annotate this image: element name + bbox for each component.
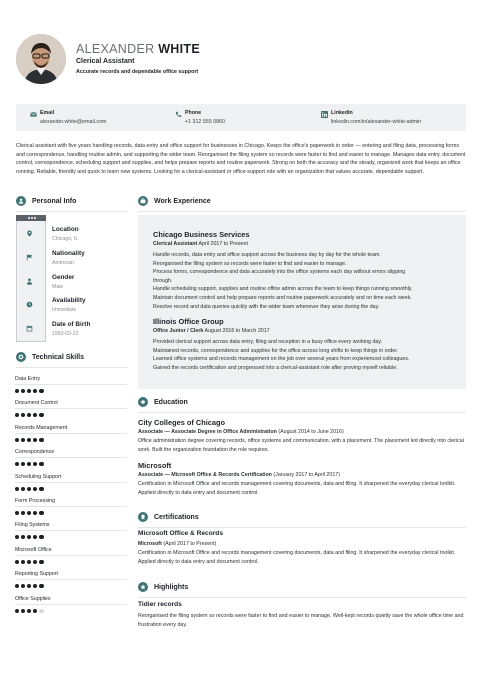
company-name: Illinois Office Group [153,317,224,326]
highlight-entry [138,601,466,629]
rating-dot-filled [27,560,31,564]
highlights-header [138,582,188,592]
rating-dot-empty [39,609,43,613]
rating-dot-filled [15,511,19,515]
skill-name: Filing Systems [15,522,50,528]
profile-summary: Clerical assistant with five years handling records, data entry and office support for businesses in Chicago. Keeps the office's paperwork in order — entering and filing data, processing forms and correspondence, handling routine admin, and supporting the wider team. Reorganised the filing system so records were faster to find and easier to manage. Manages data entry, document control, correspondence, scheduling support and supplies, and helps prepare reports and routine paperwork. Strong on both the accuracy and the steady, organized work that keeps an office running. Reliable, friendly and quick to learn new systems. Looking for a clerical-assistant or office-support role with an organization that values accurate, dependable support. [16,143,466,175]
highlights-title: Highlights [154,583,189,591]
rating-dot-filled [33,609,37,613]
rating-dot-filled [21,535,25,539]
rating-dot-filled [33,487,37,491]
personal-info-location [52,226,79,242]
skill-name: Form Processing [15,498,56,504]
rating-dot-filled [27,511,31,515]
rating-dot-filled [21,584,25,588]
rating-dot-filled [15,413,19,417]
skill-rating [15,487,45,491]
certification-issuer: Microsoft [138,541,162,547]
dob-value: 1993-03-22 [52,331,79,337]
linkedin-label: Linkedin [331,110,353,116]
divider [138,211,466,212]
skill-item [15,425,127,449]
rating-dot-filled [15,462,19,466]
rating-dot-filled [39,487,43,491]
skill-rating [15,584,45,588]
certification-entry [138,530,466,566]
job-title: Clerical Assistant [76,58,135,65]
highlight-title: Tidier records [138,601,182,608]
certification-dates: (April 2017 to Present) [163,541,217,547]
last-name: WHITE [158,42,200,56]
phone-icon [175,111,182,118]
rating-dot-filled [27,535,31,539]
rating-dot-filled [15,609,19,613]
degree: Associate — Associate Degree in Office Administration [138,429,277,435]
certifications-title: Certifications [154,513,199,521]
job-entry [153,230,458,311]
job-bullet: Resolve record and data queries quickly with the wider team whenever they arise during the day. [153,303,380,310]
skill-name: Office Supplies [15,596,51,602]
person-icon [26,278,33,285]
education-dates: (August 2014 to June 2016) [278,429,344,435]
skill-rating [15,535,45,539]
rating-dot-filled [39,560,43,564]
job-dates: August 2016 to March 2017 [204,328,270,334]
skill-item [15,596,127,620]
skill-rating [15,462,45,466]
skill-name: Correspondence [15,449,55,455]
rating-dot-filled [27,389,31,393]
skill-rating [15,413,45,417]
degree: Associate — Microsoft Office & Records Certification [138,472,272,478]
rating-dot-filled [15,389,19,393]
education-dates: (January 2017 to April 2017) [273,472,340,478]
flag-icon [26,254,33,261]
divider [138,597,466,598]
clock-icon [26,301,33,308]
profile-photo [16,34,66,84]
person-badge-icon [16,196,26,206]
rating-dot-filled [33,511,37,515]
skill-item [15,522,127,546]
skill-rating [15,438,45,442]
nationality-value: American [52,260,74,266]
job-role: Office Junior / Clerk [153,328,204,334]
rating-dot-filled [39,535,43,539]
job-bullet: Maintain document control and help prepare reports and routine paperwork accurately and on time each week. [153,294,412,301]
rating-dot-filled [21,487,25,491]
rating-dot-filled [15,487,19,491]
skill-name: Microsoft Office [15,547,52,553]
contact-bar [16,104,466,131]
personal-info-title: Personal Info [32,197,77,205]
job-bullet: through. [153,277,173,284]
rating-dot-filled [27,438,31,442]
skill-item [15,376,127,400]
rating-dot-filled [27,609,31,613]
rating-dot-filled [33,389,37,393]
rating-dot-filled [15,438,19,442]
dob-label: Date of Birth [52,321,91,328]
first-name: ALEXANDER [76,42,155,56]
rating-dot-filled [21,438,25,442]
skill-item [15,449,127,473]
phone-value[interactable]: +1 312 555 0860 [185,119,225,125]
job-dates: April 2017 to Present [198,241,248,247]
gender-label: Gender [52,274,75,281]
rating-dot-filled [21,560,25,564]
tagline: Accurate records and dependable office support [76,69,199,75]
school-name: City Colleges of Chicago [138,418,226,427]
panel-titlebar [16,215,46,221]
skill-rating [15,609,45,613]
work-experience-header [138,196,211,206]
skill-name: Document Control [15,400,58,406]
technical-skills-title: Technical Skills [32,353,85,361]
divider [138,527,466,528]
calendar-icon [26,325,33,332]
rating-dot-filled [27,413,31,417]
rating-dot-filled [33,560,37,564]
skill-item [15,498,127,522]
school-name: Microsoft [138,461,172,470]
company-name: Chicago Business Services [153,230,250,239]
highlight-description: Reorganised the filing system so records were faster to find and easier to manage. Well-kept records quietly save the whole office time and frustration every day. [138,613,464,628]
divider [16,367,128,368]
education-entry [138,418,466,454]
email-label: Email [40,110,55,116]
job-bullet: Learned office systems and records management on the job over several years from experienced colleagues. [153,356,410,363]
location-value: Chicago, IL [52,236,79,242]
skill-name: Reporting Support [15,571,58,577]
rating-dot-filled [39,438,43,442]
rating-dot-filled [21,511,25,515]
job-bullet: Handle scheduling support, supplies and routine office admin across the team to keep things running smoothly. [153,286,413,293]
job-entry [153,317,458,372]
job-bullet: Maintained records, correspondence and supplies for the office across long shifts to keep things in order. [153,347,399,354]
gender-value: Male [52,284,64,290]
rating-dot-filled [39,584,43,588]
skill-item [15,571,127,595]
skill-item [15,400,127,424]
location-pin-icon [26,230,33,237]
resume-header [16,34,466,86]
skill-item [15,474,127,498]
job-bullet: Handle records, data entry and office support across the business day by day for the whole team. [153,252,381,258]
job-role: Clerical Assistant [153,241,198,247]
availability-label: Availability [52,297,86,304]
rating-dot-filled [33,584,37,588]
personal-info-dob [52,321,90,337]
rating-dot-filled [27,584,31,588]
briefcase-badge-icon [138,196,148,206]
location-label: Location [52,226,79,233]
availability-value: Immediate [52,307,77,313]
rating-dot-filled [33,438,37,442]
skill-item [15,547,127,571]
skill-rating [15,511,45,515]
education-description: Certification in Microsoft Office and records management covering documents, data and filing. It sharpened the everyday clerical toolkit. Applied directly to data entry and document control. [138,481,456,496]
rating-dot-filled [27,462,31,466]
rating-dot-filled [27,487,31,491]
rating-dot-filled [33,535,37,539]
divider [16,211,128,212]
skill-name: Records Management [15,425,68,431]
rating-dot-filled [15,584,19,588]
personal-info-nationality [52,250,85,266]
rating-dot-filled [21,413,25,417]
rating-dot-filled [33,462,37,466]
gear-badge-icon [16,352,26,362]
personal-info-availability [52,297,86,313]
skill-name: Data Entry [15,376,41,382]
phone-label: Phone [185,110,202,116]
rating-dot-filled [39,462,43,466]
skill-rating [15,389,45,393]
certification-description: Certification in Microsoft Office and records management covering documents, data and filing. It sharpened the everyday clerical toolkit. Applied directly to data entry and document control. [138,550,456,565]
job-bullet: Process forms, correspondence and data accurately into the office systems each day without errors slipping [153,269,406,276]
email-value[interactable]: alexander.white@email.com [40,119,107,125]
full-name [76,42,200,56]
technical-skills-header [16,352,84,362]
rating-dot-filled [21,462,25,466]
skill-name: Scheduling Support [15,474,62,480]
job-bullet: Provided clerical support across data entry, filing and reception in a busy office every working day. [153,339,383,345]
rating-dot-filled [33,413,37,417]
email-icon [30,111,37,118]
education-header [138,397,188,407]
work-experience-title: Work Experience [154,197,211,205]
rating-dot-filled [21,609,25,613]
certifications-header [138,512,199,522]
linkedin-icon [321,111,328,118]
education-entry [138,461,466,497]
rating-dot-filled [39,413,43,417]
nationality-label: Nationality [52,250,85,257]
certification-name: Microsoft Office & Records [138,530,224,537]
job-bullet: Reorganised the filing system so records were faster to find and easier to manage. [153,260,347,267]
divider [138,412,466,413]
linkedin-value[interactable]: linkedin.com/in/alexander-white-admin [331,119,422,125]
skill-rating [15,560,45,564]
personal-info-header [16,196,76,206]
education-title: Education [154,398,188,406]
rating-dot-filled [39,511,43,515]
rating-dot-filled [39,389,43,393]
rating-dot-filled [21,389,25,393]
education-description: Office administration degree covering records, office systems and communication, with a placement. The placement led directly into clerical work. Built the organization foundation the role requires. [138,438,464,453]
job-bullet: Gained the records certification and progressed into a clerical-assistant role after proving myself reliable. [153,364,398,371]
award-badge-icon [138,512,148,522]
star-badge-icon [138,582,148,592]
rating-dot-filled [15,535,19,539]
personal-info-gender [52,274,74,290]
rating-dot-filled [15,560,19,564]
graduation-cap-badge-icon [138,397,148,407]
